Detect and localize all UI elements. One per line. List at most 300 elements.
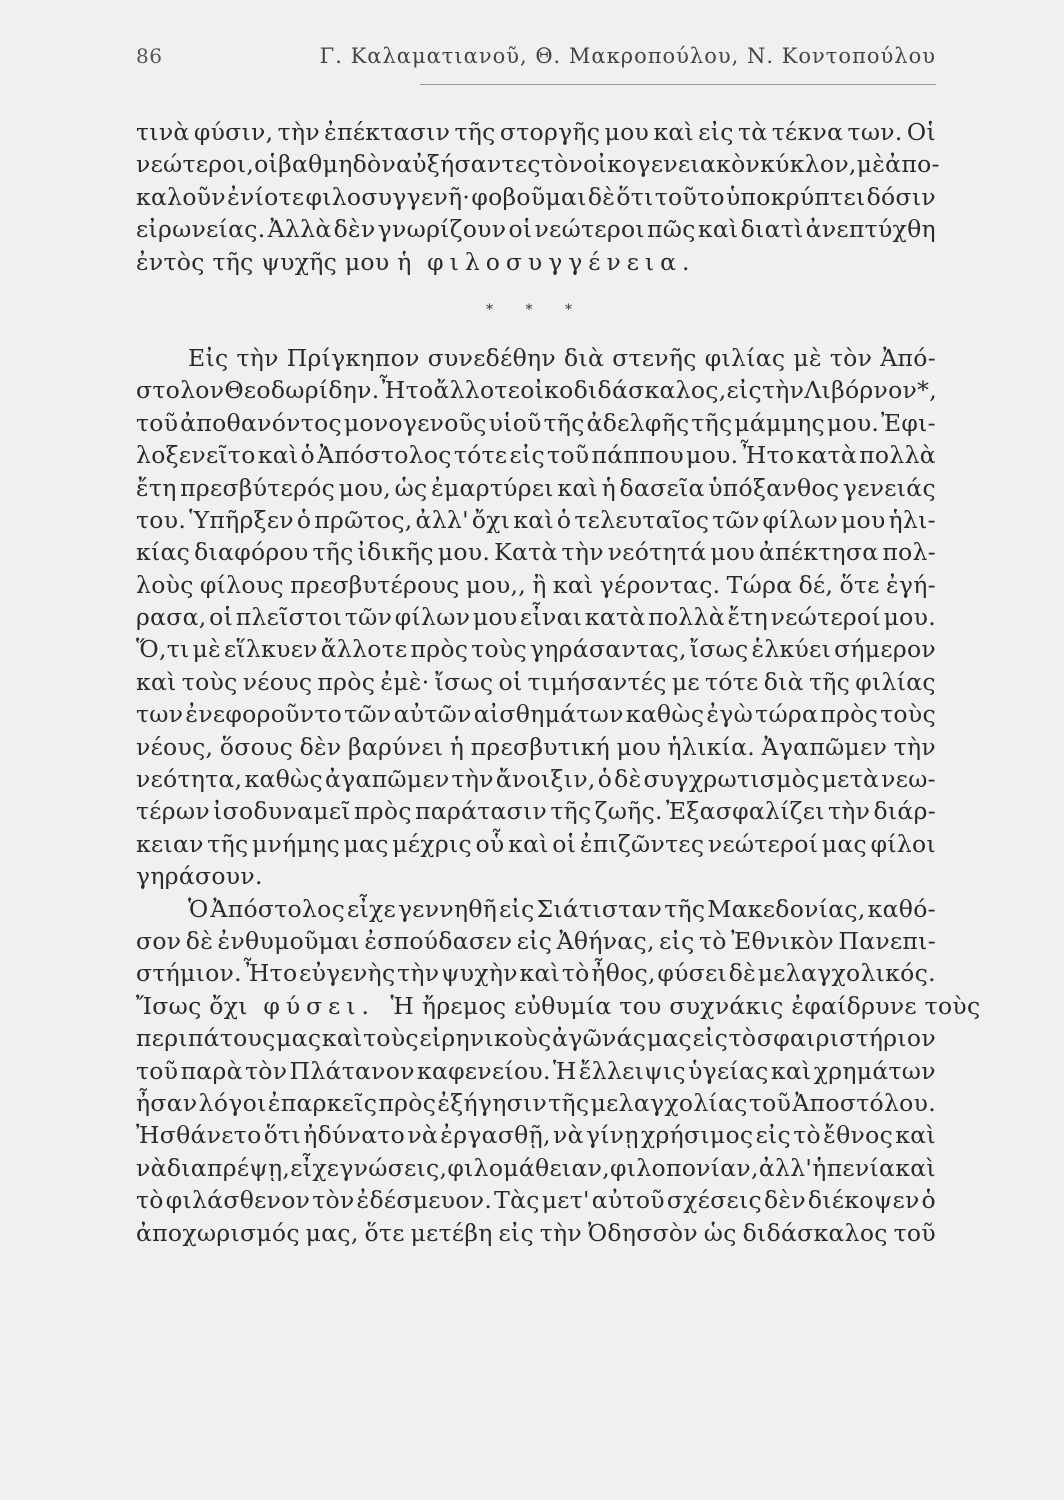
word: γενειάς xyxy=(842,473,936,502)
text-line xyxy=(136,763,936,795)
word: ἡ xyxy=(601,473,616,502)
word: ἐπιζῶντες xyxy=(579,829,705,858)
word: ἡλι- xyxy=(888,505,936,534)
word: ὁ xyxy=(300,441,315,470)
word: ὅτε xyxy=(364,1218,405,1247)
word: ἀλλ' xyxy=(415,505,469,534)
word: πρὸς xyxy=(317,667,376,696)
word: καὶ xyxy=(519,959,561,988)
text-line xyxy=(136,990,981,1022)
word: Πλάτανον xyxy=(289,1056,415,1085)
word: καθὼς xyxy=(625,700,705,729)
word: μέχρις xyxy=(392,829,472,858)
word: λοὺς xyxy=(136,570,194,599)
word: Ὁ xyxy=(188,894,209,923)
word: τοὺς xyxy=(181,667,238,696)
word: εἰς xyxy=(509,441,545,470)
word: φιλοσυγγενῆ· xyxy=(305,182,471,211)
text-line xyxy=(136,1119,936,1151)
word: τὴν xyxy=(539,1218,583,1247)
word: Λιβόρνον xyxy=(804,376,918,405)
word: νεώτεροί xyxy=(770,603,882,632)
word: δὲ xyxy=(587,182,616,211)
word: διὰ xyxy=(763,667,804,696)
word: δὲν xyxy=(299,732,342,761)
text-line xyxy=(136,472,936,504)
word: πρὸς xyxy=(378,1088,437,1117)
word: ἀποχωρισμός xyxy=(136,1218,300,1247)
word: καὶ xyxy=(895,1153,936,1182)
word: μετέβη xyxy=(410,1218,493,1247)
word: Ὀδησσὸν xyxy=(587,1218,698,1247)
word: Ἡ xyxy=(553,1056,577,1085)
text-line xyxy=(136,1184,936,1216)
word: ἔτη xyxy=(727,603,769,632)
word: νὰ xyxy=(407,1121,439,1150)
word: στοργῆς xyxy=(499,118,601,146)
word: πῶς xyxy=(647,215,696,244)
word: οἱ xyxy=(209,603,234,632)
word: πάππου xyxy=(591,441,684,470)
spaced-emphasis: φιλοσυγγένεια. xyxy=(427,247,696,276)
word: ὅτε xyxy=(839,570,880,599)
word: τοὺς xyxy=(880,700,936,729)
page-number: 86 xyxy=(136,44,163,68)
word: ἄλλοτε xyxy=(320,635,408,664)
word: μου,, xyxy=(465,570,527,599)
word: σφαιριστήριον xyxy=(756,1024,936,1053)
word: διέκοψεν xyxy=(807,1186,920,1215)
word: φύσιν, xyxy=(193,118,274,146)
word: εἰς xyxy=(498,1218,534,1247)
word: μετ' xyxy=(541,1186,590,1215)
word: πρὸς xyxy=(820,700,879,729)
word: τὸν xyxy=(540,150,584,179)
word: ἦθος, xyxy=(591,959,656,988)
word: ἐγὼ xyxy=(706,700,754,729)
word: καλοῦν xyxy=(136,182,226,211)
text-line xyxy=(136,893,936,925)
word: τὸ xyxy=(136,1186,164,1215)
word: καὶ xyxy=(697,215,739,244)
word: στολον xyxy=(136,376,225,405)
word: καὶ xyxy=(321,1024,363,1053)
word: ἀγῶνάς xyxy=(552,1024,647,1053)
word: ἔλλειψις xyxy=(578,1056,686,1085)
word: μου. xyxy=(437,538,491,567)
word: ὑγείας xyxy=(688,1056,769,1085)
word: εἶχε xyxy=(290,1153,340,1182)
word: εἶναι xyxy=(520,603,583,632)
word: νέους xyxy=(242,667,313,696)
word: δὲν xyxy=(763,1186,806,1215)
word: μου xyxy=(604,118,650,146)
text-line xyxy=(136,1055,936,1087)
word: φίλων xyxy=(762,505,839,534)
word: σον xyxy=(136,926,182,955)
word: λόγοι xyxy=(198,1088,267,1117)
word: φιλίας xyxy=(855,667,936,696)
text-line xyxy=(136,116,936,148)
word: φιλάσθενον xyxy=(165,1186,311,1215)
word: ἄλλοτε xyxy=(433,376,521,405)
word: με xyxy=(671,667,700,696)
word: γηράσαντας, xyxy=(529,635,687,664)
word: τὴν xyxy=(397,959,440,988)
word: Ἦτο xyxy=(740,441,795,470)
word: τώρα xyxy=(755,700,819,729)
word: τὸ xyxy=(698,926,727,955)
word: τὸν xyxy=(312,1186,355,1215)
word: Ἀποστόλου. xyxy=(792,1088,936,1117)
text-line xyxy=(136,731,936,763)
word: παράτασιν xyxy=(415,797,548,826)
word: μου xyxy=(472,603,518,632)
word: μου. xyxy=(883,603,936,632)
text-line xyxy=(136,342,936,374)
word: καὶ xyxy=(552,570,594,599)
word: πρῶτος, xyxy=(314,505,413,534)
word: τότε xyxy=(453,441,508,470)
word: μου, xyxy=(338,473,392,502)
word: γνώσεις, xyxy=(339,1153,448,1182)
text-line: γηράσουν. xyxy=(136,862,263,891)
word: ἰσοδυναμεῖ xyxy=(213,797,351,826)
word: οἱ xyxy=(552,829,577,858)
word: δέ, xyxy=(798,570,834,599)
word: Κατὰ xyxy=(494,538,558,567)
word: γεννηθῆ xyxy=(397,894,498,923)
word: Ὑπῆρξεν xyxy=(189,505,294,534)
word: πρὸς xyxy=(354,797,412,826)
word: παρὰ xyxy=(180,1056,243,1085)
text-line xyxy=(136,795,936,827)
word: λοξενεῖτο xyxy=(136,441,256,470)
text-line xyxy=(136,1087,936,1119)
running-head: Γ. Καλαματιανοῦ, Θ. Μακροπούλου, Ν. Κοντοπούλου xyxy=(319,44,936,68)
word: διὰ xyxy=(564,343,605,372)
text-line xyxy=(136,374,936,406)
word: νέους, xyxy=(136,732,214,761)
word: Ἐθνικὸν xyxy=(731,926,835,955)
word: δὲ xyxy=(185,926,214,955)
text-line xyxy=(136,439,936,471)
word: τῆς xyxy=(548,1088,590,1117)
word: καὶ xyxy=(136,667,177,696)
word: τοῦ xyxy=(893,1218,936,1247)
word: μου xyxy=(840,505,886,534)
word: τῶν xyxy=(344,603,393,632)
word: τοῦ xyxy=(136,1056,179,1085)
word: τὸν xyxy=(829,343,873,372)
word: τέρων xyxy=(136,797,210,826)
word: μὲ xyxy=(793,343,822,372)
word: τότε xyxy=(705,667,759,696)
word: τὴν xyxy=(277,118,320,146)
word: στήμιον. xyxy=(136,959,242,988)
word: τῶν xyxy=(712,505,760,534)
word: καὶ xyxy=(257,441,299,470)
word: ὄχι xyxy=(471,505,511,534)
word: ὅτι xyxy=(263,1121,301,1150)
word: γνωρίζουν xyxy=(377,215,507,244)
text-line xyxy=(136,1217,936,1249)
text-fragment: Ἴσως ὄχι xyxy=(136,991,248,1020)
word: τὰ xyxy=(738,118,768,146)
word: δασεῖα xyxy=(619,473,705,502)
word: νεότητά xyxy=(607,538,707,567)
word: δὲ xyxy=(728,959,757,988)
word: μου xyxy=(710,538,755,567)
word: ἀπέκτησα xyxy=(758,538,879,567)
word: μας xyxy=(646,1024,693,1053)
word: υἱοῦ xyxy=(488,408,542,437)
word: ἦσαν xyxy=(136,1088,198,1117)
word: ἀποθανόντος xyxy=(180,408,342,437)
word: ἐμὲ· xyxy=(380,667,430,696)
word: βαρύνει xyxy=(347,732,444,761)
word: κύκλον, xyxy=(760,150,857,179)
word: εἵλκυεν xyxy=(223,635,318,664)
word: οὗ xyxy=(475,829,505,858)
word: τὸ xyxy=(561,959,590,988)
word: μου xyxy=(616,732,662,761)
word: πρεσβυτέρους xyxy=(290,570,460,599)
word: ὁ xyxy=(921,1186,936,1215)
text-line xyxy=(136,1022,936,1054)
word: ἔθνος xyxy=(823,1121,894,1150)
word: καθὼς xyxy=(244,765,323,794)
word: Ἦτο xyxy=(243,959,298,988)
word: πενία xyxy=(826,1153,896,1182)
word: ἑλκύει xyxy=(751,635,832,664)
word: ὅσους xyxy=(219,732,294,761)
word: βαθμηδὸν xyxy=(278,150,397,179)
word: νεω- xyxy=(881,765,936,794)
word: τὸ xyxy=(793,1121,821,1150)
word: τῶν xyxy=(344,700,392,729)
word: τέκνα xyxy=(771,118,844,146)
word: εἰρωνείας. xyxy=(136,215,266,244)
text-line xyxy=(136,148,940,180)
word: περιπάτους xyxy=(136,1024,276,1053)
word: κατὰ xyxy=(796,441,858,470)
word: εἰς xyxy=(516,926,553,955)
word: διαπρέψῃ, xyxy=(166,1153,291,1182)
word: Θεοδωρίδην. xyxy=(224,376,380,405)
word: τῆς xyxy=(543,408,585,437)
word: καὶ xyxy=(513,505,554,534)
text-line xyxy=(136,504,936,536)
word: καὶ xyxy=(770,1056,812,1085)
word: τοὺς xyxy=(471,635,527,664)
word: Τὰς xyxy=(494,1186,540,1215)
word: ἠδύνατο xyxy=(303,1121,406,1150)
word: Τώρα xyxy=(726,570,793,599)
word: μας xyxy=(276,1024,322,1053)
word: ὁ xyxy=(597,765,613,794)
word: μελαγχολικός. xyxy=(757,959,936,988)
word: Ἐξασφαλίζει xyxy=(666,797,825,826)
word: τελευταῖος xyxy=(574,505,710,534)
word: ἴσως xyxy=(689,635,749,664)
word: νεώτεροι, xyxy=(136,150,255,179)
word: ρασα, xyxy=(136,603,207,632)
text-line xyxy=(136,181,936,213)
word: ἐγή- xyxy=(885,570,936,599)
word: φιλοπονίαν, xyxy=(610,1153,759,1182)
word: εὐγενὴς xyxy=(299,959,396,988)
text-line xyxy=(136,633,936,665)
word: σχέσεις xyxy=(666,1186,762,1215)
text-fragment: ἐντὸς τῆς ψυχῆς μου ἡ xyxy=(136,247,412,276)
word: Ἀπόστολος xyxy=(317,441,452,470)
word: των xyxy=(136,700,184,729)
word: του. xyxy=(136,505,187,534)
text-fragment: Ἡ ἤρεμος εὐθυμία του συχνάκις ἐφαίδρυνε τοὺς xyxy=(390,991,981,1020)
word: ἐμαρτύρει xyxy=(431,473,554,502)
word: ἢ xyxy=(532,570,547,599)
word: τὴν xyxy=(893,732,936,761)
word: χρήσιμος xyxy=(640,1121,754,1150)
spaced-emphasis: φύσει. xyxy=(263,991,375,1020)
word: ἀλλ' xyxy=(758,1153,813,1182)
word: ἐσπούδασεν xyxy=(364,926,513,955)
word: φοβοῦμαι xyxy=(471,182,587,211)
body-text xyxy=(136,116,981,1249)
word: τὸ xyxy=(728,1024,757,1053)
word: τῆς xyxy=(691,408,733,437)
word: ἀγαπῶμεν xyxy=(325,765,450,794)
word: Ἀπόστολος xyxy=(210,894,346,923)
page-header xyxy=(136,44,936,74)
word: τῆς xyxy=(454,118,496,146)
word: διαφόρου xyxy=(194,538,309,567)
text-line xyxy=(136,957,936,989)
word: Πανεπι- xyxy=(838,926,936,955)
word: ἐδέσμευον. xyxy=(356,1186,493,1215)
word: ψυχὴν xyxy=(441,959,518,988)
word: νὰ xyxy=(136,1153,167,1182)
word: καθό- xyxy=(867,894,936,923)
word: φιλομάθειαν, xyxy=(447,1153,610,1182)
word: εἰς xyxy=(698,118,734,146)
word: φίλων xyxy=(394,603,471,632)
word: μας xyxy=(343,829,389,858)
word: αὐτῶν xyxy=(393,700,472,729)
word: των. xyxy=(847,118,903,146)
text-line xyxy=(136,925,936,957)
section-separator: * * * xyxy=(486,301,586,318)
word: συγχρωτισμὸς xyxy=(643,765,820,794)
word: καὶ xyxy=(508,829,549,858)
word: ἐργασθῇ, xyxy=(440,1121,551,1150)
word: ὡς xyxy=(394,473,428,502)
word: μὲ xyxy=(856,150,886,179)
word: εἰρηνικοὺς xyxy=(419,1024,552,1053)
word: μάμμης xyxy=(734,408,825,437)
word: Οἱ xyxy=(906,118,936,146)
word: ὁ xyxy=(556,505,572,534)
word: πολλὰ xyxy=(859,441,936,470)
word: τιμήσαντές xyxy=(527,667,667,696)
word: ἐξήγησιν xyxy=(437,1088,548,1117)
word: ὡς xyxy=(703,1218,737,1247)
word: καὶ xyxy=(895,1121,936,1150)
word: ἡλικία. xyxy=(667,732,756,761)
text-line xyxy=(136,1152,936,1184)
word: κειαν xyxy=(136,829,204,858)
word: ἐνεφοροῦντο xyxy=(185,700,343,729)
word: ἀπο- xyxy=(885,150,940,179)
word: οἰκοδιδάσκαλος, xyxy=(520,376,727,405)
word: μετὰ xyxy=(821,765,880,794)
word: μονογενοῦς xyxy=(343,408,487,437)
word: ἐπέκτασιν xyxy=(324,118,451,146)
word: νεώτεροι xyxy=(534,215,645,244)
word: τοῦτο xyxy=(654,182,725,211)
word: δόσιν xyxy=(866,182,936,211)
word: τὴν xyxy=(236,343,279,372)
word: τὴν xyxy=(762,376,805,405)
word: συνεδέθην xyxy=(427,343,557,372)
word: *, xyxy=(917,376,937,405)
header-rule xyxy=(420,84,936,85)
word: ἐνθυμοῦμαι xyxy=(217,926,360,955)
text-line xyxy=(136,698,936,730)
word: νὰ xyxy=(552,1121,584,1150)
word: νεώτεροί xyxy=(707,829,819,858)
word: ἀνεπτύχθη xyxy=(805,215,936,244)
word: Ἀπό- xyxy=(880,343,936,372)
word: Ἐφι- xyxy=(881,408,936,437)
word: πολλὰ xyxy=(648,603,725,632)
word: ἰδικῆς xyxy=(357,538,434,567)
word: κίας xyxy=(136,538,191,567)
word: ὅτι xyxy=(616,182,654,211)
word: φίλοι xyxy=(870,829,936,858)
word: Σιάτισταν xyxy=(536,894,663,923)
word: φίλους xyxy=(199,570,284,599)
text-line xyxy=(136,536,936,568)
word: ἡ xyxy=(812,1153,827,1182)
word: αἰσθημάτων xyxy=(473,700,624,729)
text-line xyxy=(136,601,936,633)
word: ἄνοιξιν, xyxy=(495,765,596,794)
word: δὲν xyxy=(333,215,376,244)
word: Μακεδονίας, xyxy=(707,894,866,923)
word: μελαγχολίας xyxy=(590,1088,748,1117)
word: νεότητα, xyxy=(136,765,243,794)
word: τοῦ xyxy=(748,1088,792,1117)
word: Ἠσθάνετο xyxy=(136,1121,262,1150)
word: Ἀθήνας, xyxy=(556,926,655,955)
word: ἡ xyxy=(449,732,465,761)
word: τὴν xyxy=(451,765,494,794)
word: τῆς xyxy=(207,829,249,858)
word: Ἀγαπῶμεν xyxy=(761,732,888,761)
word: οἱ xyxy=(508,215,533,244)
word: στενῆς xyxy=(612,343,697,372)
word: ζωῆς. xyxy=(594,797,663,826)
word: μας xyxy=(821,829,868,858)
word: τὴν xyxy=(561,538,604,567)
word: Εἰς xyxy=(188,343,229,372)
word: Πρίγκηπον xyxy=(286,343,420,372)
word: αὐξήσαντες xyxy=(396,150,541,179)
word: μου. xyxy=(826,408,880,437)
word: μου. xyxy=(686,441,739,470)
